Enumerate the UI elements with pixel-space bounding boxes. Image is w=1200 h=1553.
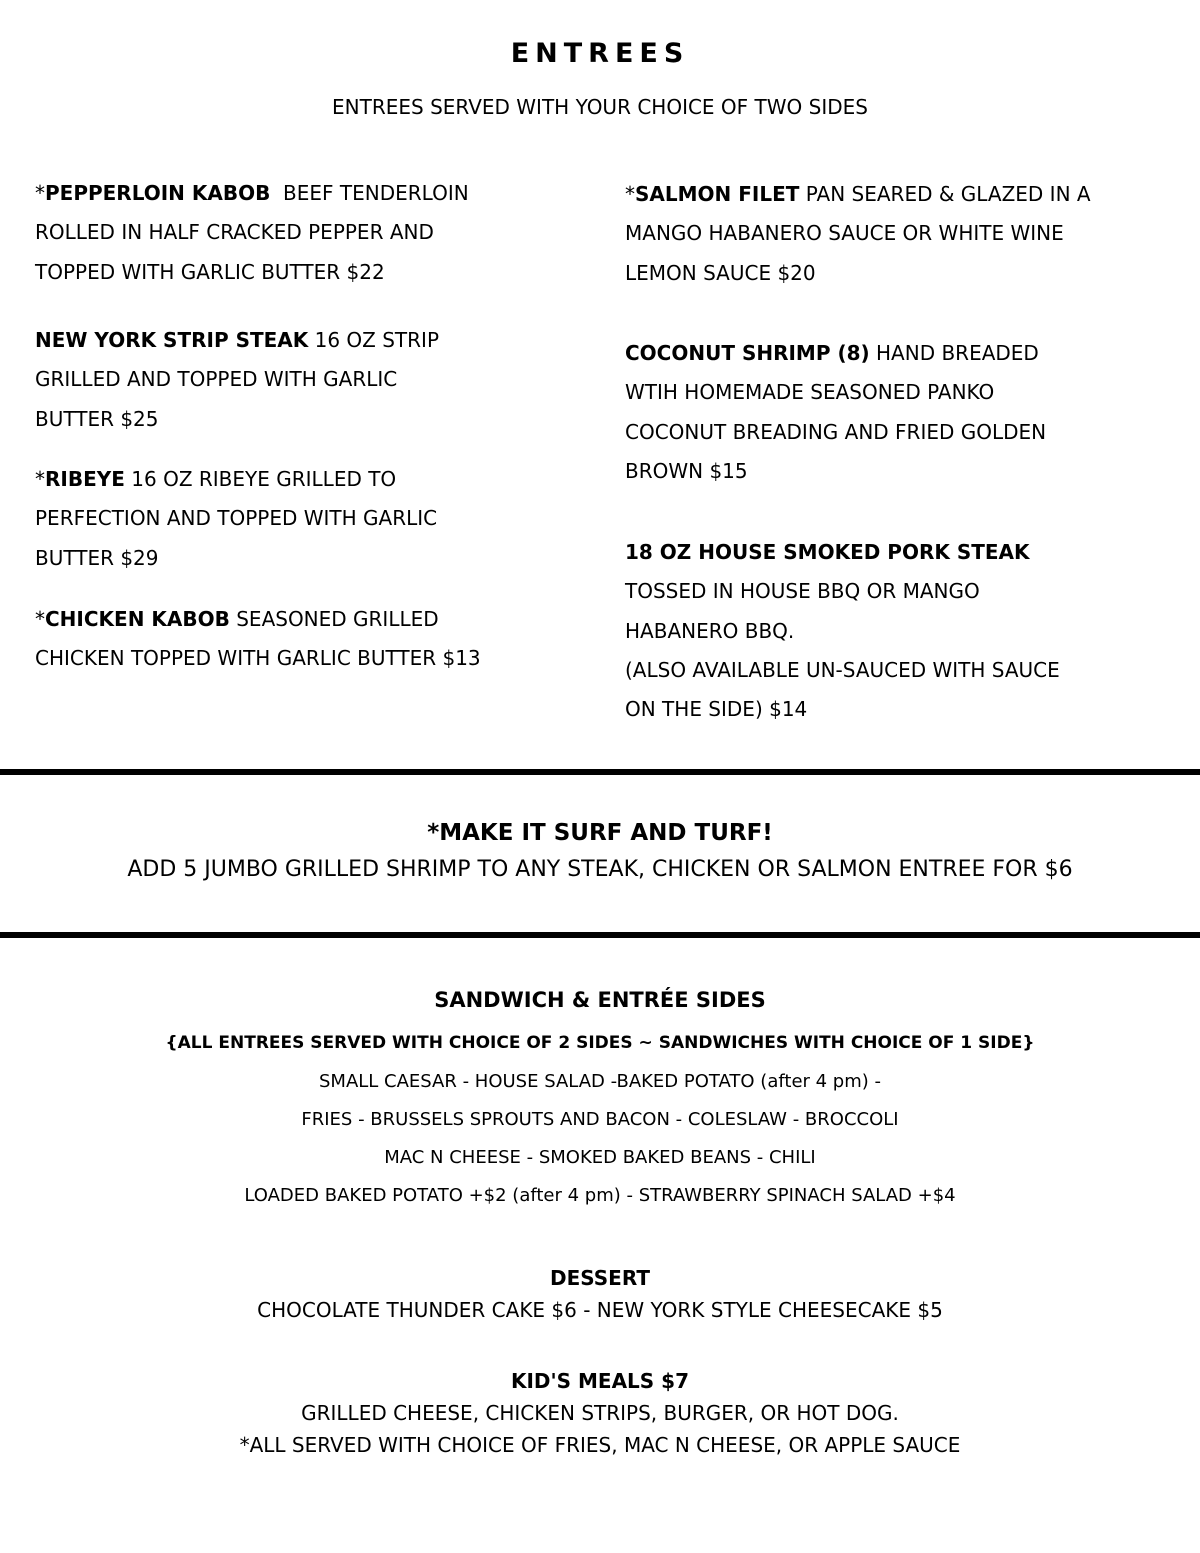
surf-turf-heading: *MAKE IT SURF AND TURF! [427,820,773,846]
item-prefix: * [35,607,45,631]
menu-item-line [35,174,469,213]
item-prefix: * [35,181,45,205]
item-description: SEASONED GRILLED [229,607,439,631]
menu-item-line: LEMON SAUCE $20 [625,260,816,285]
page-title: ENTREES [510,38,690,69]
item-description: PAN SEARED & GLAZED IN A [799,182,1091,206]
menu-item-line: PERFECTION AND TOPPED WITH GARLIC [35,506,438,531]
item-name: 18 OZ HOUSE SMOKED PORK STEAK [625,540,1030,564]
item-prefix: * [35,467,45,491]
item-name: CHICKEN KABOB [45,607,230,631]
menu-item [35,321,439,439]
menu-item [625,334,1046,491]
sides-line: FRIES - BRUSSELS SPROUTS AND BACON - COLESLAW - BROCCOLI [301,1109,899,1130]
kids-line: *ALL SERVED WITH CHOICE OF FRIES, MAC N CHEESE, OR APPLE SAUCE [239,1433,961,1457]
menu-item-line: BROWN $15 [625,458,748,483]
menu-item-line: BUTTER $29 [35,545,159,570]
item-name: RIBEYE [45,467,125,491]
menu-item-line: ROLLED IN HALF CRACKED PEPPER AND [35,220,434,245]
menu-item [35,460,437,578]
item-name: SALMON FILET [635,182,800,206]
page-subtitle: ENTREES SERVED WITH YOUR CHOICE OF TWO SIDES [332,95,868,119]
item-prefix: * [625,182,635,206]
menu-item-line: BUTTER $25 [35,406,159,431]
menu-item-line [625,334,1046,373]
kids-line: GRILLED CHEESE, CHICKEN STRIPS, BURGER, OR HOT DOG. [301,1401,899,1425]
item-name: NEW YORK STRIP STEAK [35,328,309,352]
kids-heading: KID'S MEALS $7 [510,1369,690,1393]
divider [0,932,1200,938]
item-description: 16 OZ RIBEYE GRILLED TO [124,467,397,491]
sides-line: MAC N CHEESE - SMOKED BAKED BEANS - CHILI [384,1147,816,1168]
item-description: BEEF TENDERLOIN [270,181,469,205]
item-name: COCONUT SHRIMP (8) [625,341,870,365]
menu-item-line: TOPPED WITH GARLIC BUTTER $22 [35,259,385,284]
item-description: 16 OZ STRIP [308,328,439,352]
menu-item-line: GRILLED AND TOPPED WITH GARLIC [35,367,398,392]
menu-item [625,533,1060,729]
menu-item-line [35,460,437,499]
menu-item-line: HABANERO BBQ. [625,618,795,643]
sides-heading: SANDWICH & ENTRÉE SIDES [434,988,766,1012]
item-description: HAND BREADED [869,341,1039,365]
menu-item [35,600,481,679]
sides-line: LOADED BAKED POTATO +$2 (after 4 pm) - STRAWBERRY SPINACH SALAD +$4 [244,1185,956,1206]
dessert-heading: DESSERT [550,1266,650,1290]
sides-subheading: {ALL ENTREES SERVED WITH CHOICE OF 2 SIDES ~ SANDWICHES WITH CHOICE OF 1 SIDE} [165,1033,1035,1053]
menu-item-line [625,175,1091,214]
menu-item-line [35,600,481,639]
menu-item-line: WTIH HOMEMADE SEASONED PANKO [625,380,995,405]
menu-item-line: TOSSED IN HOUSE BBQ OR MANGO [625,579,980,604]
menu-item-line: COCONUT BREADING AND FRIED GOLDEN [625,419,1047,444]
surf-turf-text: ADD 5 JUMBO GRILLED SHRIMP TO ANY STEAK, CHICKEN OR SALMON ENTREE FOR $6 [127,857,1073,882]
sides-line: SMALL CAESAR - HOUSE SALAD -BAKED POTATO (after 4 pm) - [318,1071,882,1092]
menu-item [625,175,1091,293]
menu-item-line [35,321,439,360]
menu-item-line: CHICKEN TOPPED WITH GARLIC BUTTER $13 [35,646,481,671]
dessert-text: CHOCOLATE THUNDER CAKE $6 - NEW YORK STYLE CHEESECAKE $5 [257,1298,943,1322]
menu-item-line: MANGO HABANERO SAUCE OR WHITE WINE [625,221,1064,246]
menu-item-line: ON THE SIDE) $14 [625,697,808,722]
menu-item [35,174,469,292]
menu-item-line: (ALSO AVAILABLE UN-SAUCED WITH SAUCE [625,657,1060,682]
item-name: PEPPERLOIN KABOB [45,181,271,205]
divider [0,769,1200,775]
menu-item-line [625,533,1060,572]
